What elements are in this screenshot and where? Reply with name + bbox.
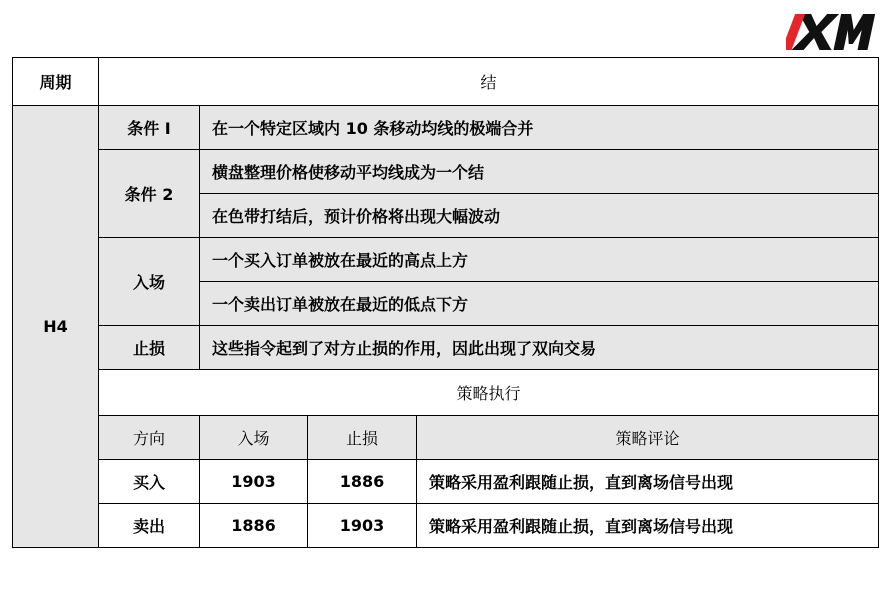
comment-cell: 策略采用盈利跟随止损，直到离场信号出现 <box>417 504 879 548</box>
table-row <box>13 460 879 504</box>
condition-text: 横盘整理价格使移动平均线成为一个结 <box>200 150 879 194</box>
column-header: 止损 <box>308 416 417 460</box>
column-header: 入场 <box>200 416 308 460</box>
timeframe-cell: H4 <box>13 106 99 548</box>
xm-logo <box>786 10 884 54</box>
condition-label: 条件 2 <box>99 150 200 238</box>
header-period: 周期 <box>13 58 99 106</box>
condition-text: 一个卖出订单被放在最近的低点下方 <box>200 282 879 326</box>
direction-cell: 卖出 <box>99 504 200 548</box>
condition-label: 入场 <box>99 238 200 326</box>
entry-cell: 1886 <box>200 504 308 548</box>
knot-strategy-table <box>12 57 879 548</box>
condition-text: 这些指令起到了对方止损的作用，因此出现了双向交易 <box>200 326 879 370</box>
stop-loss-cell: 1886 <box>308 460 417 504</box>
strategy-title: 策略执行 <box>99 370 879 416</box>
header-knot: 结 <box>99 58 879 106</box>
condition-label: 条件 I <box>99 106 200 150</box>
condition-text: 在一个特定区域内 10 条移动均线的极端合并 <box>200 106 879 150</box>
column-header: 方向 <box>99 416 200 460</box>
stop-loss-cell: 1903 <box>308 504 417 548</box>
condition-text: 在色带打结后，预计价格将出现大幅波动 <box>200 194 879 238</box>
table-row <box>13 504 879 548</box>
direction-cell: 买入 <box>99 460 200 504</box>
condition-label: 止损 <box>99 326 200 370</box>
comment-cell: 策略采用盈利跟随止损，直到离场信号出现 <box>417 460 879 504</box>
column-header: 策略评论 <box>417 416 879 460</box>
entry-cell: 1903 <box>200 460 308 504</box>
condition-text: 一个买入订单被放在最近的高点上方 <box>200 238 879 282</box>
